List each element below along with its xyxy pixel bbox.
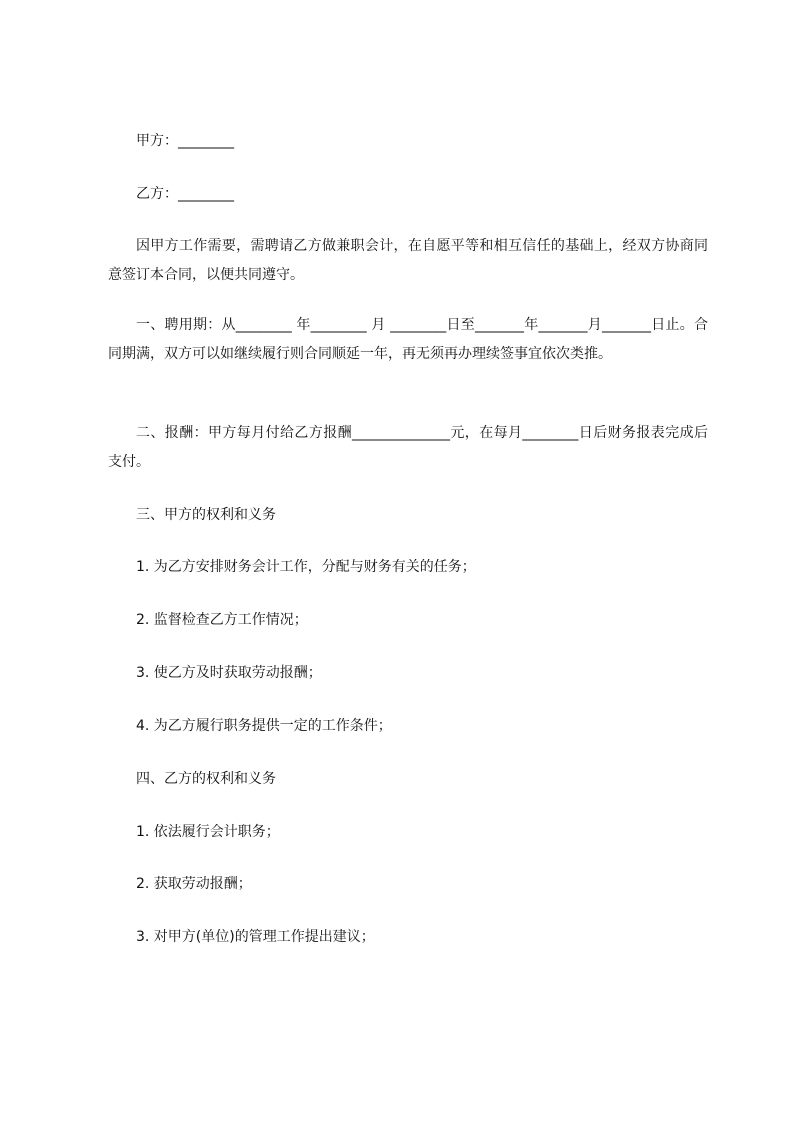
- intro-paragraph: 因甲方工作需要，需聘请乙方做兼职会计，在自愿平等和相互信任的基础上，经双方协商同意签订本合同，以便共同遵守。: [108, 238, 708, 283]
- section-3-item-1: 1. 为乙方安排财务会计工作，分配与财务有关的任务；: [136, 559, 476, 575]
- section-4-item-2: 2. 获取劳动报酬；: [136, 876, 252, 892]
- party-a-line: 甲方：________: [136, 133, 234, 149]
- clause-employment-period: 一、聘用期：从________ 年________ 月 ________日至_______年_______月_______日止。合同期满，双方可以如继续履行则合同顺延一年，再无须再办理续签事宜依次类推。: [108, 317, 708, 362]
- section-3-title: 三、甲方的权利和义务: [136, 507, 276, 523]
- party-b-line: 乙方：________: [136, 186, 234, 202]
- section-3-item-3: 3. 使乙方及时获取劳动报酬；: [136, 665, 322, 681]
- section-4-item-1: 1. 依法履行会计职务；: [136, 824, 280, 840]
- section-3-item-4: 4. 为乙方履行职务提供一定的工作条件；: [136, 718, 392, 734]
- clause-remuneration: 二、报酬：甲方每月付给乙方报酬______________元，在每月________日后财务报表完成后支付。: [108, 425, 708, 470]
- section-3-item-2: 2. 监督检查乙方工作情况；: [136, 612, 308, 628]
- section-4-item-3: 3. 对甲方(单位)的管理工作提出建议；: [136, 929, 375, 945]
- section-4-title: 四、乙方的权利和义务: [136, 771, 276, 787]
